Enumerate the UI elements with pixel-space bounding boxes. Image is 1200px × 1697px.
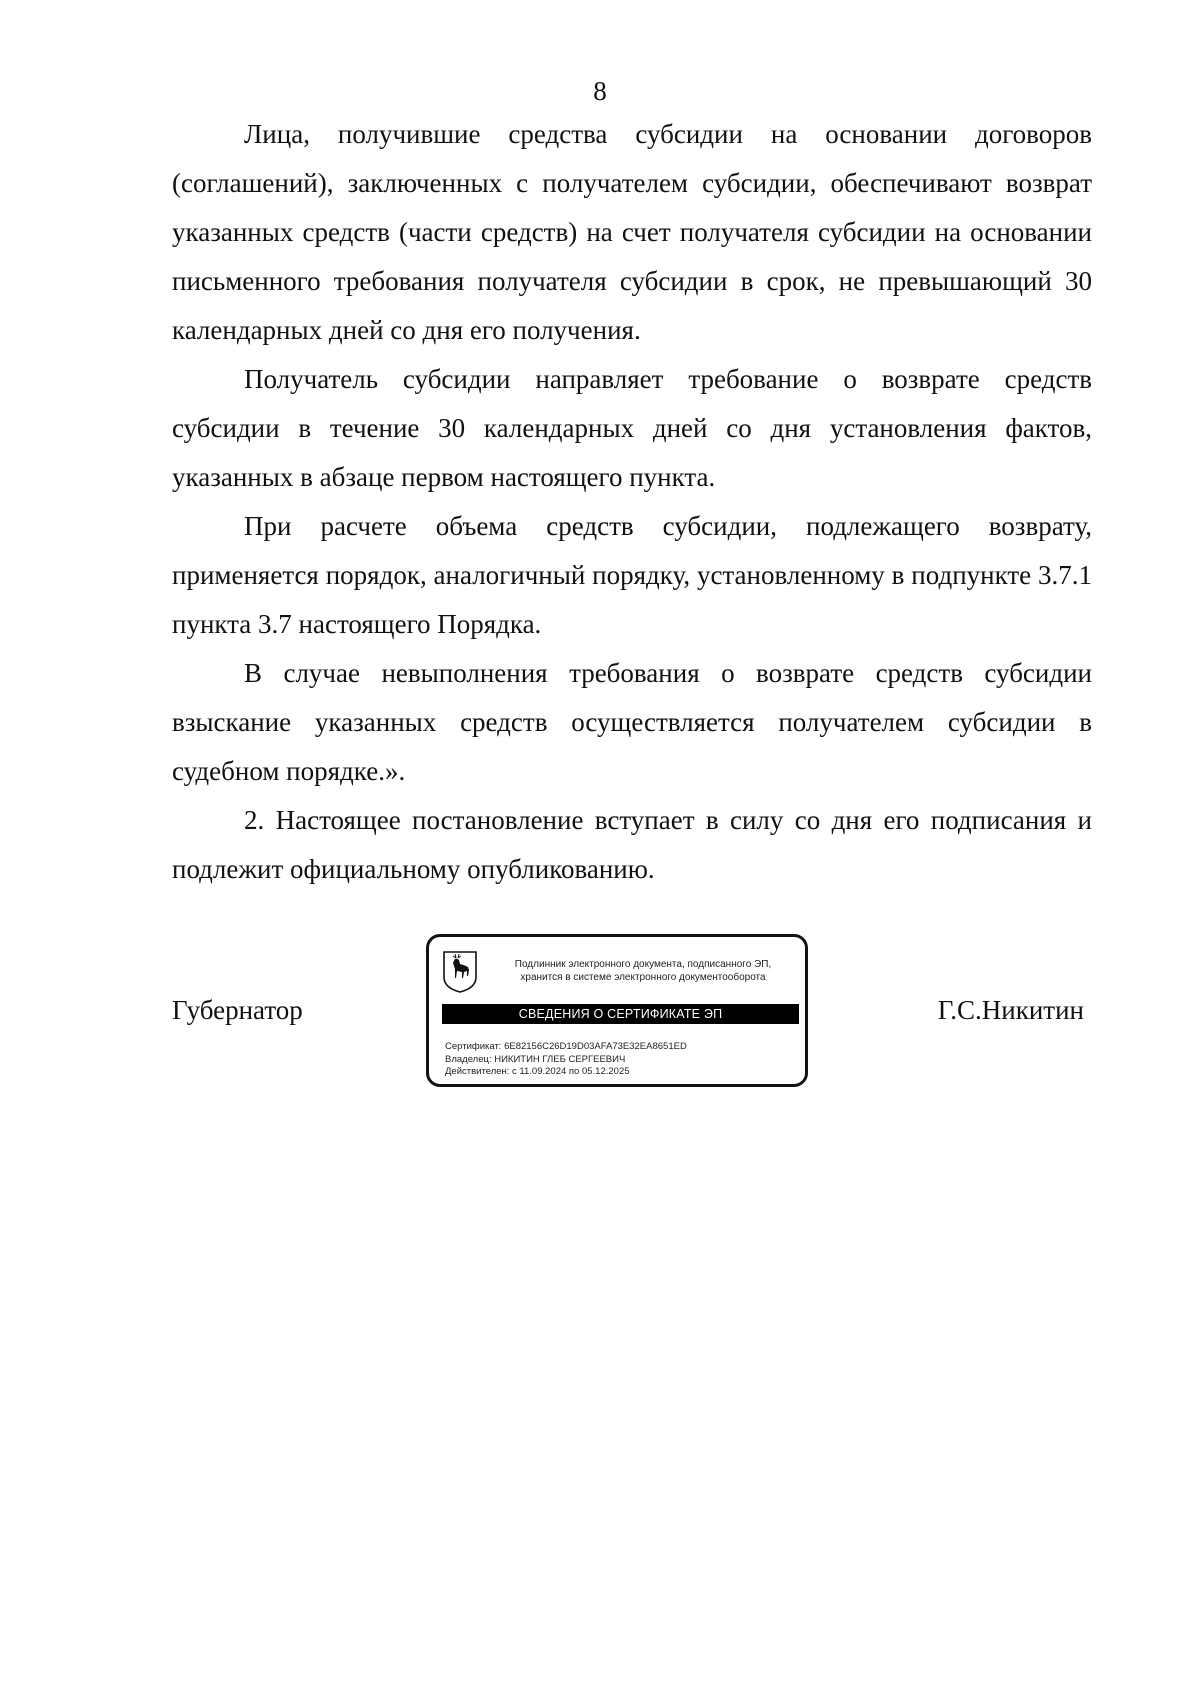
signatory-name: Г.С.Никитин (937, 995, 1084, 1025)
certificate-info-title: СВЕДЕНИЯ О СЕРТИФИКАТЕ ЭП (442, 1004, 799, 1024)
electronic-signature-stamp (426, 934, 808, 1087)
certificate-number: Сертификат: 6E82156C26D19D03AFA73E32EA8651ED (445, 1041, 687, 1052)
page-number: 8 (593, 76, 607, 106)
stamp-header-line: Подлинник электронного документа, подписанного ЭП, (514, 959, 772, 970)
paragraph-entry-into-force: 2. Настоящее постановление вступает в силу со дня его подписания и подлежит официальному опубликованию. (172, 805, 1092, 884)
document-body (172, 110, 1092, 894)
signatory-title: Губернатор (172, 995, 303, 1025)
certificate-owner: Владелец: НИКИТИН ГЛЕБ СЕРГЕЕВИЧ (445, 1053, 626, 1065)
paragraph-refund-demand: Получатель субсидии направляет требование о возврате средств субсидии в течение 30 календарных дней со дня установления фактов, указанных в абзаце первом настоящего пункта. (172, 364, 1092, 492)
paragraph-refund-calculation: При расчете объема средств субсидии, подлежащего возврату, применяется порядок, аналогичный порядку, установленному в подпункте 3.7.1 пункта 3.7 настоящего Порядка. (172, 511, 1092, 639)
paragraph-judicial-recovery: В случае невыполнения требования о возврате средств субсидии взыскание указанных средств осуществляется получателем субсидии в судебном порядке.». (172, 658, 1092, 786)
stamp-header (493, 958, 793, 984)
coat-of-arms-deer-icon (441, 950, 479, 994)
certificate-validity: Действителен: с 11.09.2024 по 05.12.2025 (445, 1066, 630, 1077)
paragraph-refund-by-contracts: Лица, получившие средства субсидии на основании договоров (соглашений), заключенных с получателем субсидии, обеспечивают возврат указанных средств (части средств) на счет получателя субсидии на основании письменного требования получателя субсидии в срок, не превышающий 30 календарных дней со дня его получения. (172, 119, 1092, 345)
stamp-header-line: хранится в системе электронного документооборота (520, 972, 766, 983)
certificate-details (445, 1041, 687, 1079)
